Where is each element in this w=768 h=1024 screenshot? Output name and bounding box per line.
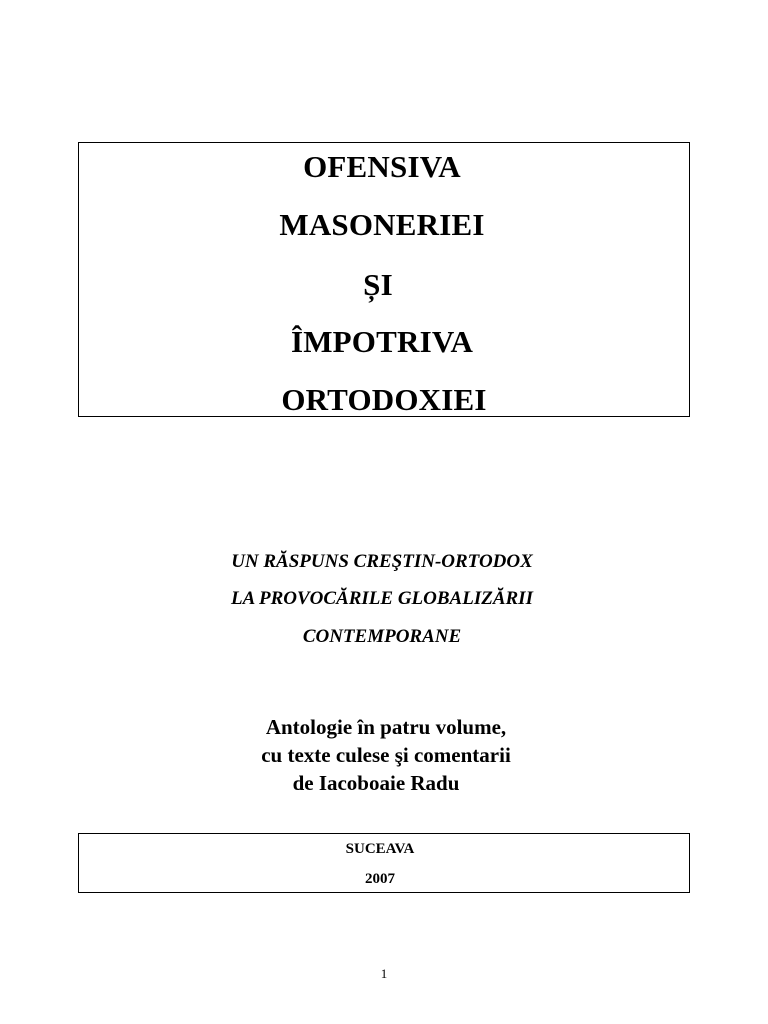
title-line-1: OFENSIVA <box>303 149 461 184</box>
subtitle-line-2: LA PROVOCĂRILE GLOBALIZĂRII <box>231 588 533 609</box>
title-line-5: ORTODOXIEI <box>281 382 487 417</box>
author-line: de Iacoboaie Radu <box>292 771 460 795</box>
anthology-line-2: cu texte culese şi comentarii <box>261 743 511 767</box>
imprint-box <box>78 833 690 893</box>
page-number: 1 <box>380 966 388 981</box>
subtitle-line-1: UN RĂSPUNS CREŞTIN-ORTODOX <box>231 551 533 572</box>
anthology-line-1: Antologie în patru volume, <box>265 715 507 739</box>
imprint-city: SUCEAVA <box>345 841 415 857</box>
title-line-4: ÎMPOTRIVA <box>290 324 474 359</box>
title-box <box>78 142 690 417</box>
title-line-3: ȘI <box>363 267 393 302</box>
subtitle-line-3: CONTEMPORANE <box>302 626 462 647</box>
title-line-2: MASONERIEI <box>279 207 485 242</box>
imprint-year: 2007 <box>365 871 395 887</box>
